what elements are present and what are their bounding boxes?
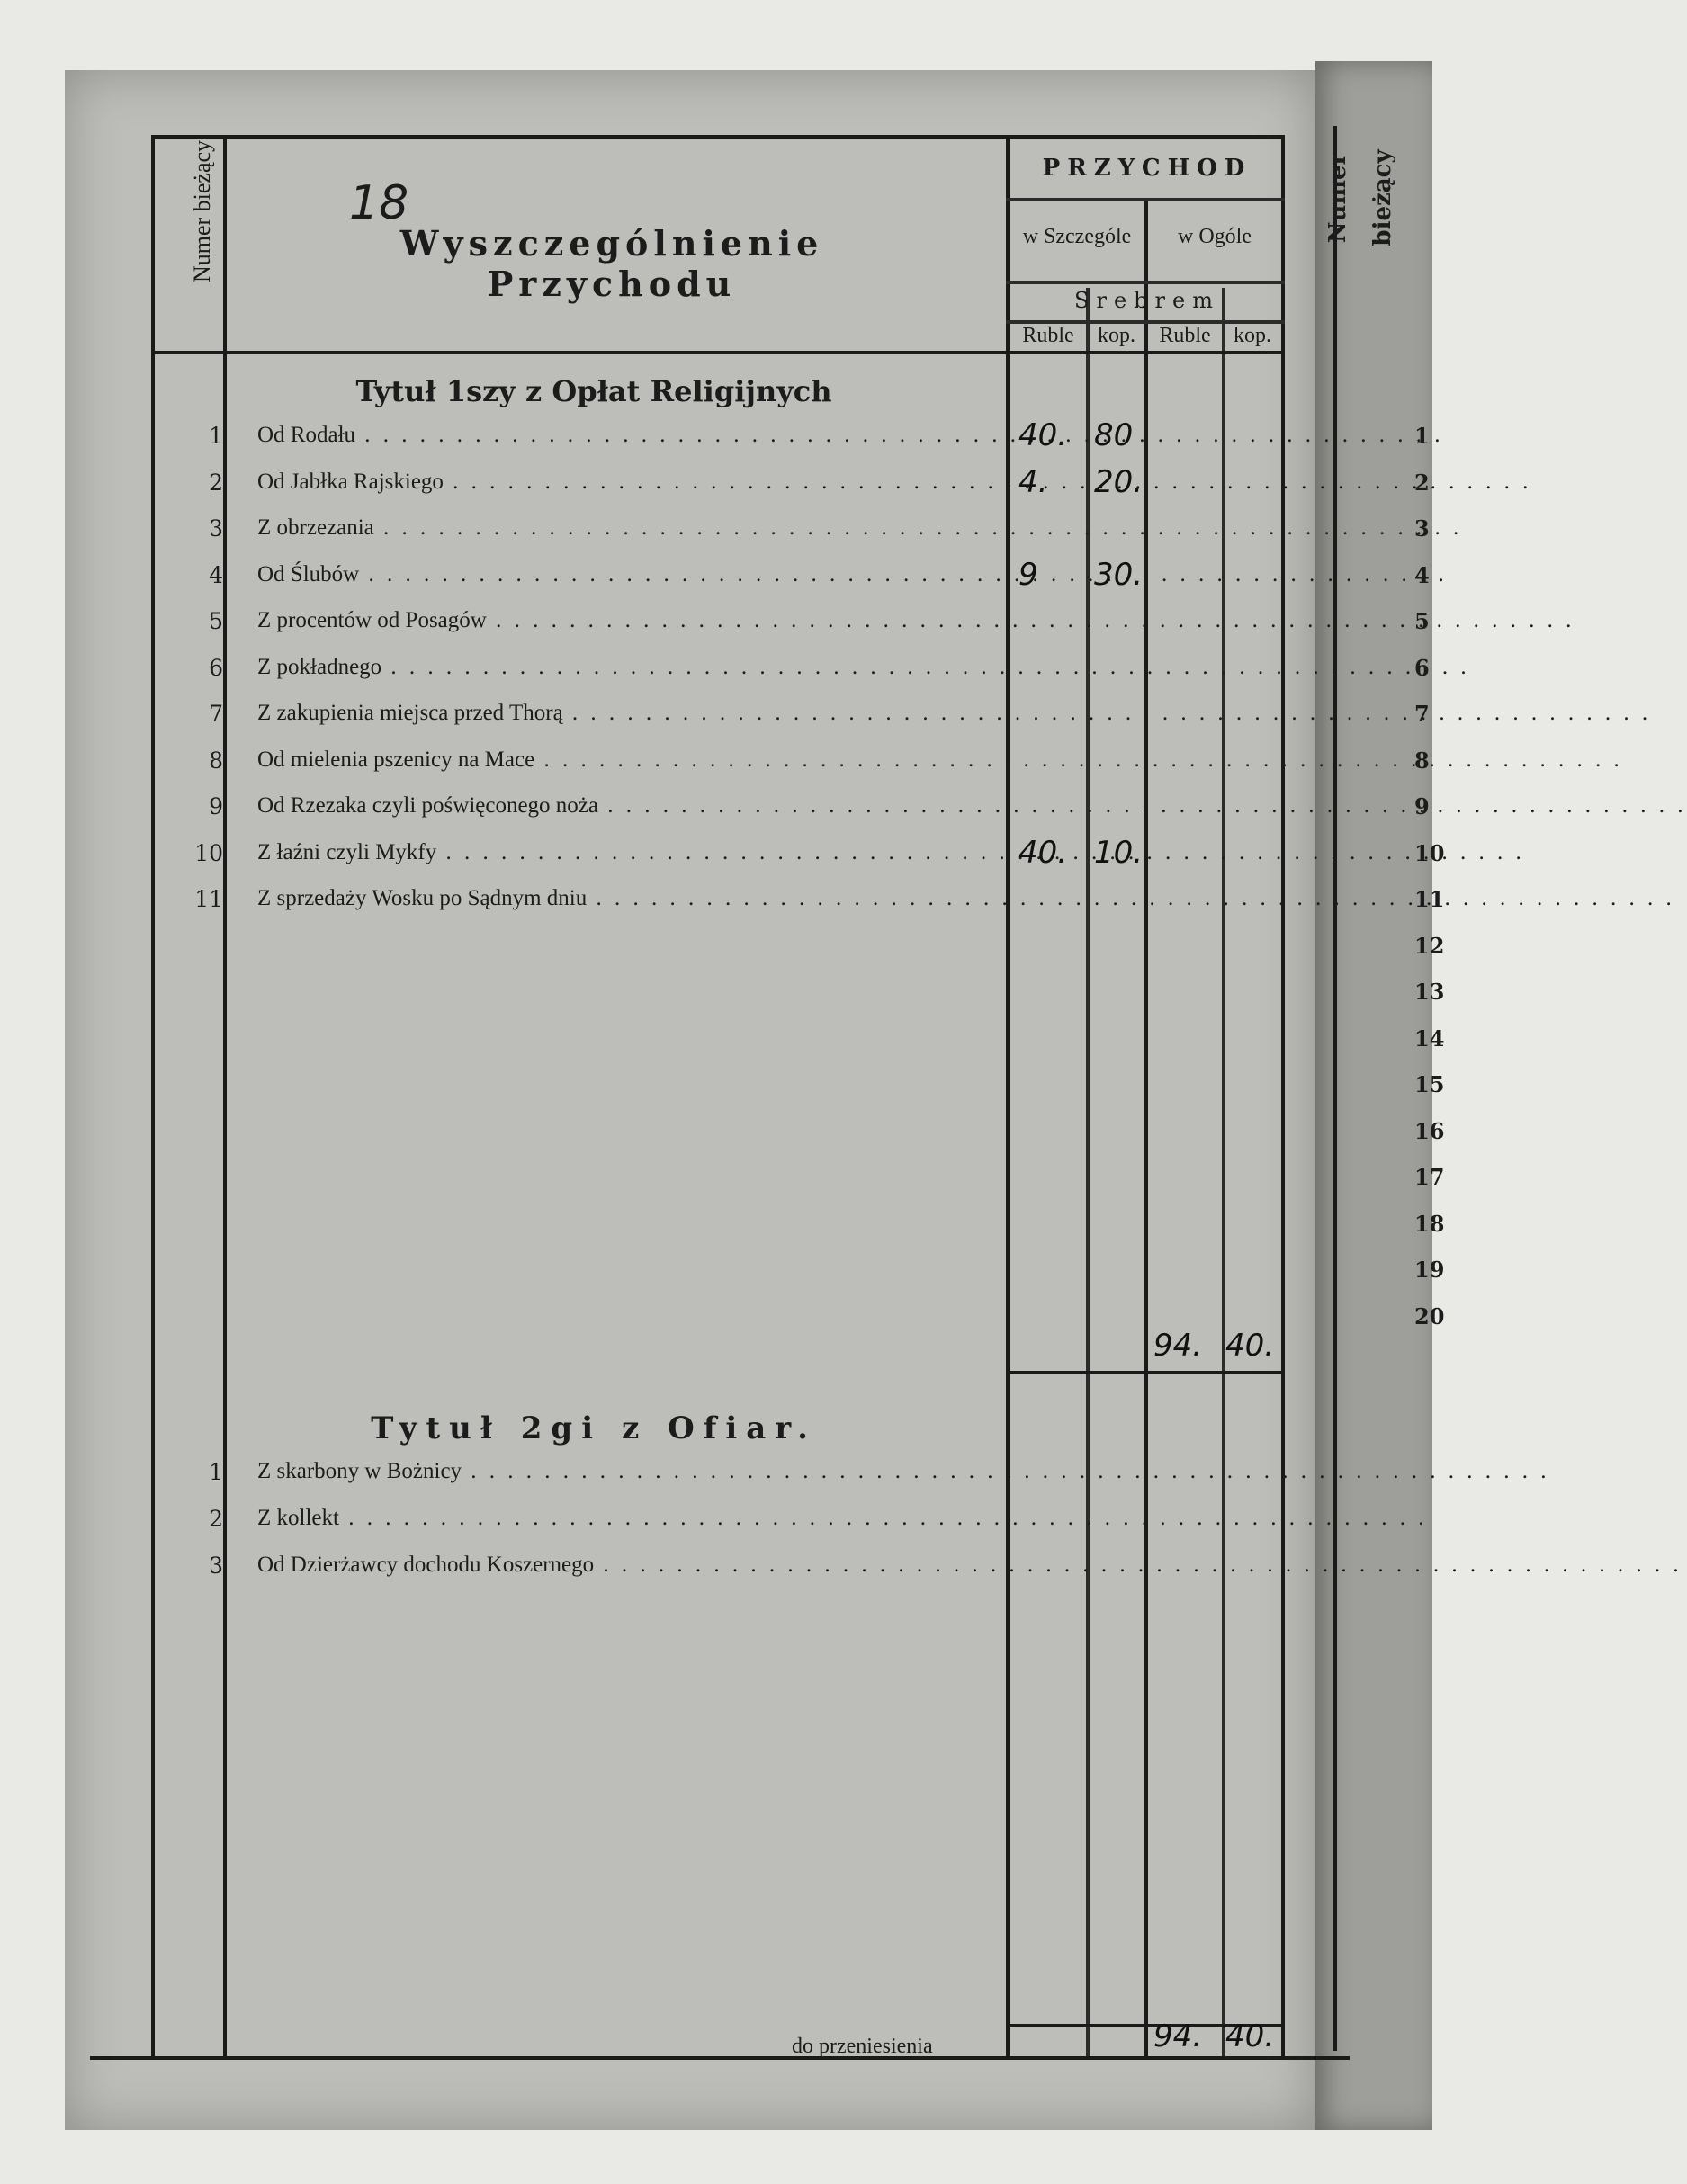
- section-1-title: Tytuł 1szy z Opłat Religijnych: [355, 374, 832, 408]
- row-number: 8: [209, 747, 223, 774]
- rule-przychod: [1006, 198, 1285, 201]
- rule-srebrem: [1006, 281, 1285, 284]
- rule-ruble-kop-2: [1222, 288, 1225, 2060]
- rule-ruble-kop-1: [1086, 288, 1090, 2060]
- subtotal-kop: 40.: [1225, 1328, 1275, 1364]
- row-number: 2: [209, 469, 223, 496]
- row-number: 3: [209, 1553, 223, 1579]
- row-label: Z procentów od Posagów . . .: [257, 608, 999, 633]
- carry-forward-kop: 40.: [1225, 2018, 1275, 2054]
- ruble-header-1: Ruble: [1022, 324, 1074, 347]
- amount-ruble: 9: [1018, 556, 1038, 593]
- amount-kop: 10.: [1094, 834, 1144, 871]
- row-label: Z zakupienia miejsca przed Thorą . . .: [257, 701, 999, 726]
- numer-biezacy-header: Numer bieżący: [189, 139, 215, 283]
- adjacent-row-number: 9: [1414, 793, 1430, 819]
- amount-ruble: 40.: [1018, 417, 1068, 453]
- row-number: 6: [209, 654, 223, 681]
- adjacent-row-number: 20: [1414, 1302, 1445, 1329]
- w-szczegole-header: w Szczególe: [1022, 225, 1132, 248]
- section-1-row: [153, 840, 999, 882]
- rule-header-bottom: [151, 351, 1285, 354]
- rule-footer: [90, 2056, 1350, 2060]
- section-1-row: [153, 793, 999, 835]
- adjacent-row-number: 5: [1414, 608, 1430, 634]
- section-1-row: [153, 608, 999, 649]
- row-label: Od mielenia pszenicy na Mace . . .: [257, 747, 999, 773]
- rule-subtotal: [1006, 1371, 1281, 1374]
- section-1-row: [153, 423, 999, 464]
- adjacent-row-number: 2: [1414, 469, 1430, 496]
- amount-kop: 80: [1094, 417, 1134, 453]
- amount-kop: 20.: [1094, 463, 1144, 500]
- adjacent-rule: [1333, 126, 1337, 2051]
- kop-header-2: kop.: [1234, 324, 1271, 347]
- row-number: 11: [194, 886, 223, 912]
- section-2-row: [153, 1553, 999, 1594]
- rule-top: [151, 135, 1285, 139]
- section-1-row: [153, 562, 999, 604]
- row-number: 5: [209, 608, 223, 634]
- kop-header-1: kop.: [1098, 324, 1135, 347]
- section-1-row: [153, 886, 999, 927]
- adjacent-row-number: 14: [1414, 1025, 1445, 1052]
- adjacent-row-number: 19: [1414, 1257, 1445, 1283]
- w-ogole-header: w Ogóle: [1178, 225, 1252, 248]
- adjacent-row-number: 7: [1414, 701, 1430, 727]
- adjacent-row-number: 4: [1414, 561, 1430, 588]
- row-number: 10: [194, 839, 223, 866]
- ruble-header-2: Ruble: [1159, 324, 1211, 347]
- subtotal-ruble: 94.: [1153, 1328, 1203, 1364]
- row-label: Od Rzezaka czyli poświęconego noża . . .: [257, 793, 999, 819]
- amount-ruble: 40.: [1018, 834, 1068, 871]
- section-1-row: [153, 701, 999, 742]
- adjacent-row-number: 12: [1414, 932, 1445, 959]
- adjacent-row-number: 1: [1414, 423, 1430, 449]
- row-number: 3: [209, 515, 223, 542]
- carry-forward-label: do przeniesienia: [792, 2035, 933, 2058]
- page-title: Wyszczególnienie Przychodu: [399, 223, 824, 304]
- row-number: 1: [209, 423, 223, 449]
- section-1-row: [153, 470, 999, 511]
- section-1-row: [153, 655, 999, 696]
- row-number: 4: [209, 561, 223, 588]
- row-label: Z sprzedaży Wosku po Sądnym dniu . . .: [257, 886, 999, 911]
- row-label: Z obrzezania . . .: [257, 515, 999, 541]
- row-number: 1: [209, 1459, 223, 1485]
- section-1-row: [153, 515, 999, 557]
- section-1-row: [153, 747, 999, 789]
- amount-kop: 30.: [1094, 556, 1144, 593]
- adjacent-numer-header: Numer bieżący: [1324, 149, 1396, 246]
- row-label: Z łaźni czyli Mykfy . . .: [257, 840, 999, 865]
- row-label: Od Jabłka Rajskiego . . .: [257, 470, 999, 495]
- adjacent-row-number: 11: [1414, 886, 1445, 912]
- section-2-row: [153, 1506, 999, 1547]
- section-2-title: Tytuł 2gi z Ofiar.: [371, 1410, 817, 1446]
- adjacent-row-number: 18: [1414, 1210, 1445, 1237]
- adjacent-row-number: 8: [1414, 747, 1430, 774]
- adjacent-row-number: 13: [1414, 979, 1445, 1005]
- row-label: Z pokładnego . . .: [257, 655, 999, 680]
- section-2-row: [153, 1459, 999, 1500]
- row-number: 9: [209, 793, 223, 819]
- przychod-header: PRZYCHOD: [1042, 155, 1252, 182]
- adjacent-row-number: 16: [1414, 1117, 1445, 1144]
- row-label: Z kollekt . . .: [257, 1506, 999, 1531]
- amount-ruble: 4.: [1018, 463, 1048, 500]
- row-label: Od Ślubów . . .: [257, 562, 999, 587]
- srebrem-header: Srebrem: [1074, 288, 1220, 313]
- handwritten-page-number: 18: [349, 176, 409, 230]
- adjacent-row-number: 15: [1414, 1071, 1445, 1097]
- adjacent-row-number: 6: [1414, 654, 1430, 681]
- adjacent-row-number: 17: [1414, 1164, 1445, 1190]
- row-label: Od Dzierżawcy dochodu Koszernego . . .: [257, 1553, 999, 1578]
- adjacent-row-number: 10: [1414, 839, 1445, 866]
- row-label: Z skarbony w Bożnicy . . .: [257, 1459, 999, 1484]
- row-number: 7: [209, 701, 223, 727]
- row-number: 2: [209, 1506, 223, 1532]
- row-label: Od Rodału . . .: [257, 423, 999, 448]
- adjacent-row-number: 3: [1414, 515, 1430, 542]
- carry-forward-ruble: 94.: [1153, 2018, 1203, 2054]
